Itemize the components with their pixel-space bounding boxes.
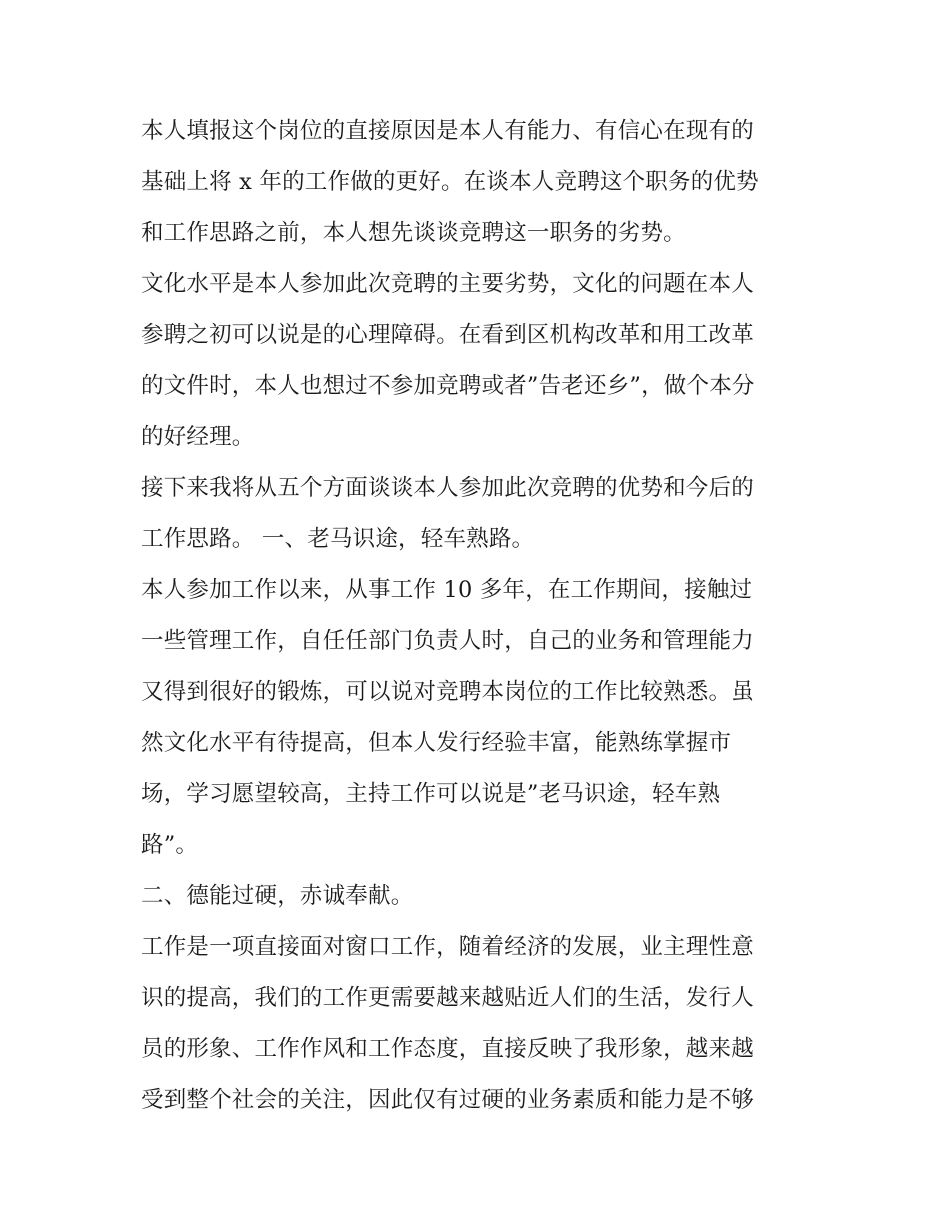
paragraph-experience: 本人参加工作以来，从事工作 10 多年，在工作期间，接触过 一些管理工作，自任任部门负责人时，自己的业务和管理能力 又得到很好的锻炼，可以说对竞聘本岗位的工作比较熟悉。虽 然文化水平有待提高，但本人发行经验丰富，能熟练掌握市 场，学习愿望较高，主持工作可以说是”老马识途，轻车熟 路”。 xyxy=(141,577,754,858)
paragraph-outline: 接下来我将从五个方面谈谈本人参加此次竞聘的优势和今后的 工作思路。 一、老马识途，轻车熟路。 xyxy=(141,475,754,552)
paragraph-weakness: 文化水平是本人参加此次竞聘的主要劣势，文化的问题在本人 参聘之初可以说是的心理障碍。在看到区机构改革和用工改革 的文件时，本人也想过不参加竞聘或者”告老还乡”，做个本分 的好经理。 xyxy=(141,271,755,450)
document-body xyxy=(141,106,811,1126)
paragraph-reason: 本人填报这个岗位的直接原因是本人有能力、有信心在现有的 基础上将 x 年的工作做的更好。在谈本人竞聘这个职务的优势 和工作思路之前，本人想先谈谈竞聘这一职务的劣势。 xyxy=(141,118,759,246)
section-heading-two: 二、德能过硬，赤诚奉献。 xyxy=(141,883,414,909)
paragraph-dedication: 工作是一项直接面对窗口工作，随着经济的发展，业主理性意 识的提高，我们的工作更需要越来越贴近人们的生活，发行人 员的形象、工作作风和工作态度，直接反映了我形象，越来越 受到整个社会的关注，因此仅有过硬的业务素质和能力是不够 xyxy=(141,934,754,1113)
